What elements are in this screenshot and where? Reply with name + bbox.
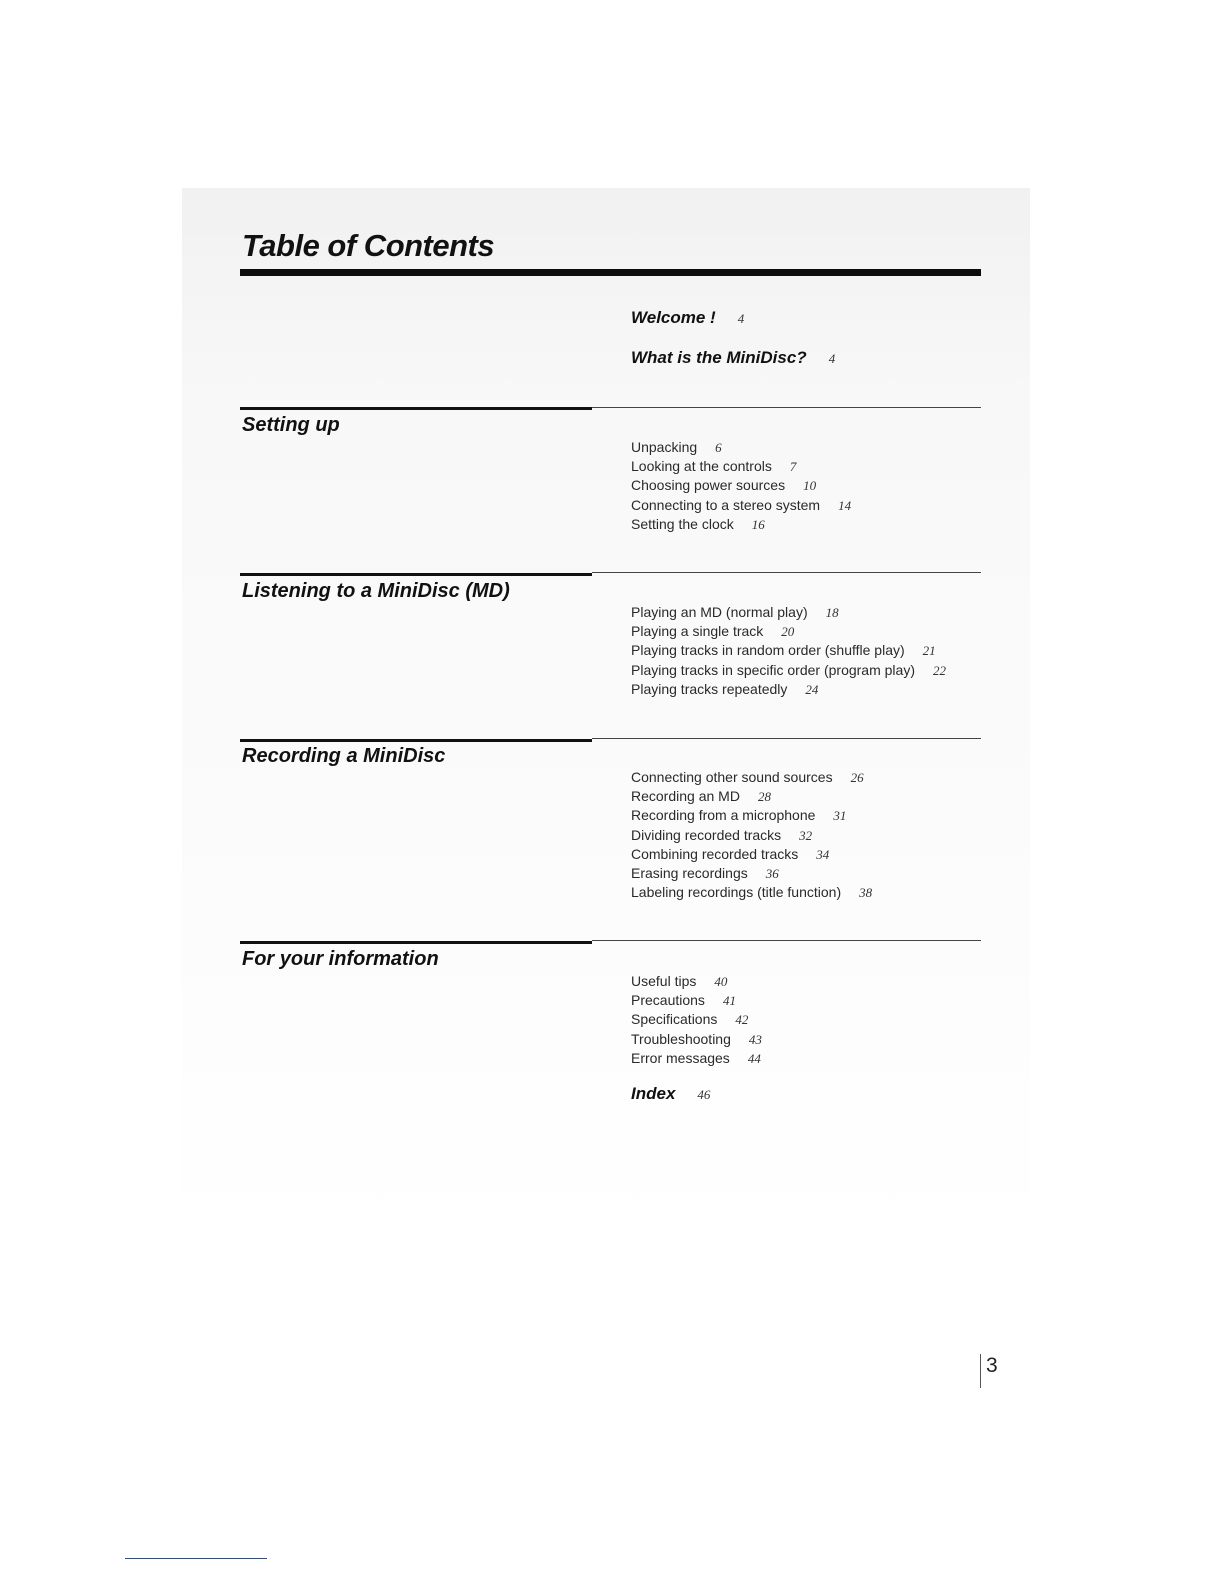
toc-entry[interactable] bbox=[631, 515, 851, 534]
toc-entry-label: Precautions bbox=[631, 992, 705, 1009]
toc-entry[interactable] bbox=[631, 438, 851, 457]
toc-entry-label: Index bbox=[631, 1084, 676, 1103]
toc-entry[interactable] bbox=[631, 806, 872, 825]
toc-entry[interactable] bbox=[631, 1049, 762, 1068]
section-rule-information bbox=[240, 941, 592, 944]
toc-entry-label: Looking at the controls bbox=[631, 458, 772, 475]
toc-entry-label: Playing an MD (normal play) bbox=[631, 604, 808, 620]
toc-entry-page: 6 bbox=[715, 440, 722, 455]
toc-entry-label: Troubleshooting bbox=[631, 1030, 731, 1047]
toc-entry-page: 10 bbox=[803, 478, 817, 494]
footnote-rule bbox=[125, 1558, 267, 1559]
toc-entry-label: Welcome ! bbox=[631, 308, 716, 327]
toc-entry[interactable] bbox=[631, 603, 946, 622]
toc-entry-page: 32 bbox=[799, 827, 813, 843]
toc-entry-label: Useful tips bbox=[631, 973, 697, 989]
toc-entry-label: Unpacking bbox=[631, 439, 698, 455]
toc-entry-page: 4 bbox=[828, 351, 836, 366]
toc-entry-label: Connecting to a stereo system bbox=[631, 496, 821, 513]
toc-entry-page: 44 bbox=[747, 1050, 761, 1066]
section-rule-listening-thin bbox=[592, 572, 981, 573]
section-rule-setting-up-thin bbox=[592, 407, 981, 408]
title-rule bbox=[240, 269, 981, 276]
toc-entry-page: 16 bbox=[751, 516, 765, 532]
toc-entry[interactable] bbox=[631, 641, 946, 660]
toc-entry-label: Choosing power sources bbox=[631, 477, 786, 494]
toc-list-recording bbox=[631, 768, 872, 902]
page-title: Table of Contents bbox=[242, 228, 495, 263]
toc-entry-label: Setting the clock bbox=[631, 515, 734, 532]
toc-entry[interactable] bbox=[631, 661, 946, 680]
toc-entry-label: Dividing recorded tracks bbox=[631, 826, 782, 843]
toc-entry[interactable] bbox=[631, 622, 946, 641]
toc-entry[interactable] bbox=[631, 787, 872, 806]
toc-entry[interactable] bbox=[631, 1010, 762, 1029]
toc-entry-label: Recording an MD bbox=[631, 788, 740, 805]
toc-entry[interactable] bbox=[631, 768, 872, 787]
toc-entry[interactable] bbox=[631, 972, 762, 991]
toc-entry[interactable] bbox=[631, 680, 946, 699]
toc-entry-label: Playing tracks in random order (shuffle play) bbox=[631, 642, 905, 659]
toc-entry-page: 41 bbox=[722, 993, 736, 1009]
toc-entry-label: What is the MiniDisc? bbox=[631, 348, 807, 367]
toc-list-setting-up bbox=[631, 438, 851, 534]
toc-entry-page: 28 bbox=[757, 789, 771, 805]
section-rule-recording-thin bbox=[592, 738, 981, 739]
section-heading-setting-up: Setting up bbox=[242, 414, 340, 436]
toc-entry-label: Error messages bbox=[631, 1049, 730, 1066]
page-number-marker bbox=[980, 1354, 981, 1388]
toc-entry-label: Playing tracks in specific order (program play) bbox=[631, 661, 915, 678]
toc-entry-label: Specifications bbox=[631, 1011, 718, 1028]
section-heading-listening: Listening to a MiniDisc (MD) bbox=[242, 580, 510, 602]
toc-entry-label: Erasing recordings bbox=[631, 864, 748, 881]
section-rule-setting-up bbox=[240, 407, 592, 410]
toc-entry[interactable] bbox=[631, 883, 872, 902]
toc-entry-page: 46 bbox=[697, 1087, 711, 1102]
toc-entry-label: Playing a single track bbox=[631, 623, 764, 640]
toc-entry-page: 7 bbox=[789, 459, 797, 475]
toc-entry[interactable] bbox=[631, 864, 872, 883]
toc-entry[interactable] bbox=[631, 476, 851, 495]
toc-entry-page: 31 bbox=[833, 808, 847, 824]
toc-entry[interactable] bbox=[631, 826, 872, 845]
toc-entry-label: Recording from a microphone bbox=[631, 807, 816, 824]
toc-entry-label: Labeling recordings (title function) bbox=[631, 884, 842, 901]
section-rule-listening bbox=[240, 573, 592, 576]
toc-entry-label: Connecting other sound sources bbox=[631, 769, 833, 785]
toc-list-information bbox=[631, 972, 762, 1068]
toc-entry-page: 14 bbox=[838, 497, 852, 513]
toc-entry-page: 4 bbox=[737, 311, 745, 326]
toc-entry-label: Combining recorded tracks bbox=[631, 845, 799, 862]
toc-entry-welcome[interactable] bbox=[631, 308, 744, 328]
section-rule-recording bbox=[240, 739, 592, 742]
toc-entry-what-is-minidisc[interactable] bbox=[631, 348, 835, 368]
scanned-page-area bbox=[182, 188, 1030, 1240]
toc-entry-page: 20 bbox=[781, 624, 795, 640]
toc-entry-page: 18 bbox=[825, 605, 839, 620]
page-number: 3 bbox=[986, 1354, 998, 1377]
section-heading-recording: Recording a MiniDisc bbox=[242, 745, 446, 767]
toc-entry-label: Playing tracks repeatedly bbox=[631, 680, 788, 697]
toc-list-listening bbox=[631, 603, 946, 699]
toc-entry[interactable] bbox=[631, 845, 872, 864]
section-heading-information: For your information bbox=[242, 948, 439, 970]
toc-entry-page: 38 bbox=[859, 885, 873, 901]
toc-entry[interactable] bbox=[631, 1030, 762, 1049]
toc-entry-index[interactable] bbox=[631, 1084, 710, 1104]
toc-entry-page: 40 bbox=[714, 974, 728, 989]
toc-entry-page: 34 bbox=[816, 846, 830, 862]
toc-entry-page: 24 bbox=[805, 681, 819, 697]
toc-entry-page: 22 bbox=[933, 662, 946, 678]
toc-entry-page: 43 bbox=[748, 1031, 762, 1047]
toc-entry-page: 21 bbox=[922, 643, 936, 659]
toc-entry[interactable] bbox=[631, 496, 851, 515]
section-rule-information-thin bbox=[592, 940, 981, 941]
toc-entry[interactable] bbox=[631, 991, 762, 1010]
toc-entry-page: 36 bbox=[765, 865, 779, 881]
toc-entry-page: 42 bbox=[735, 1012, 749, 1028]
toc-entry-page: 26 bbox=[850, 770, 864, 785]
toc-entry[interactable] bbox=[631, 457, 851, 476]
